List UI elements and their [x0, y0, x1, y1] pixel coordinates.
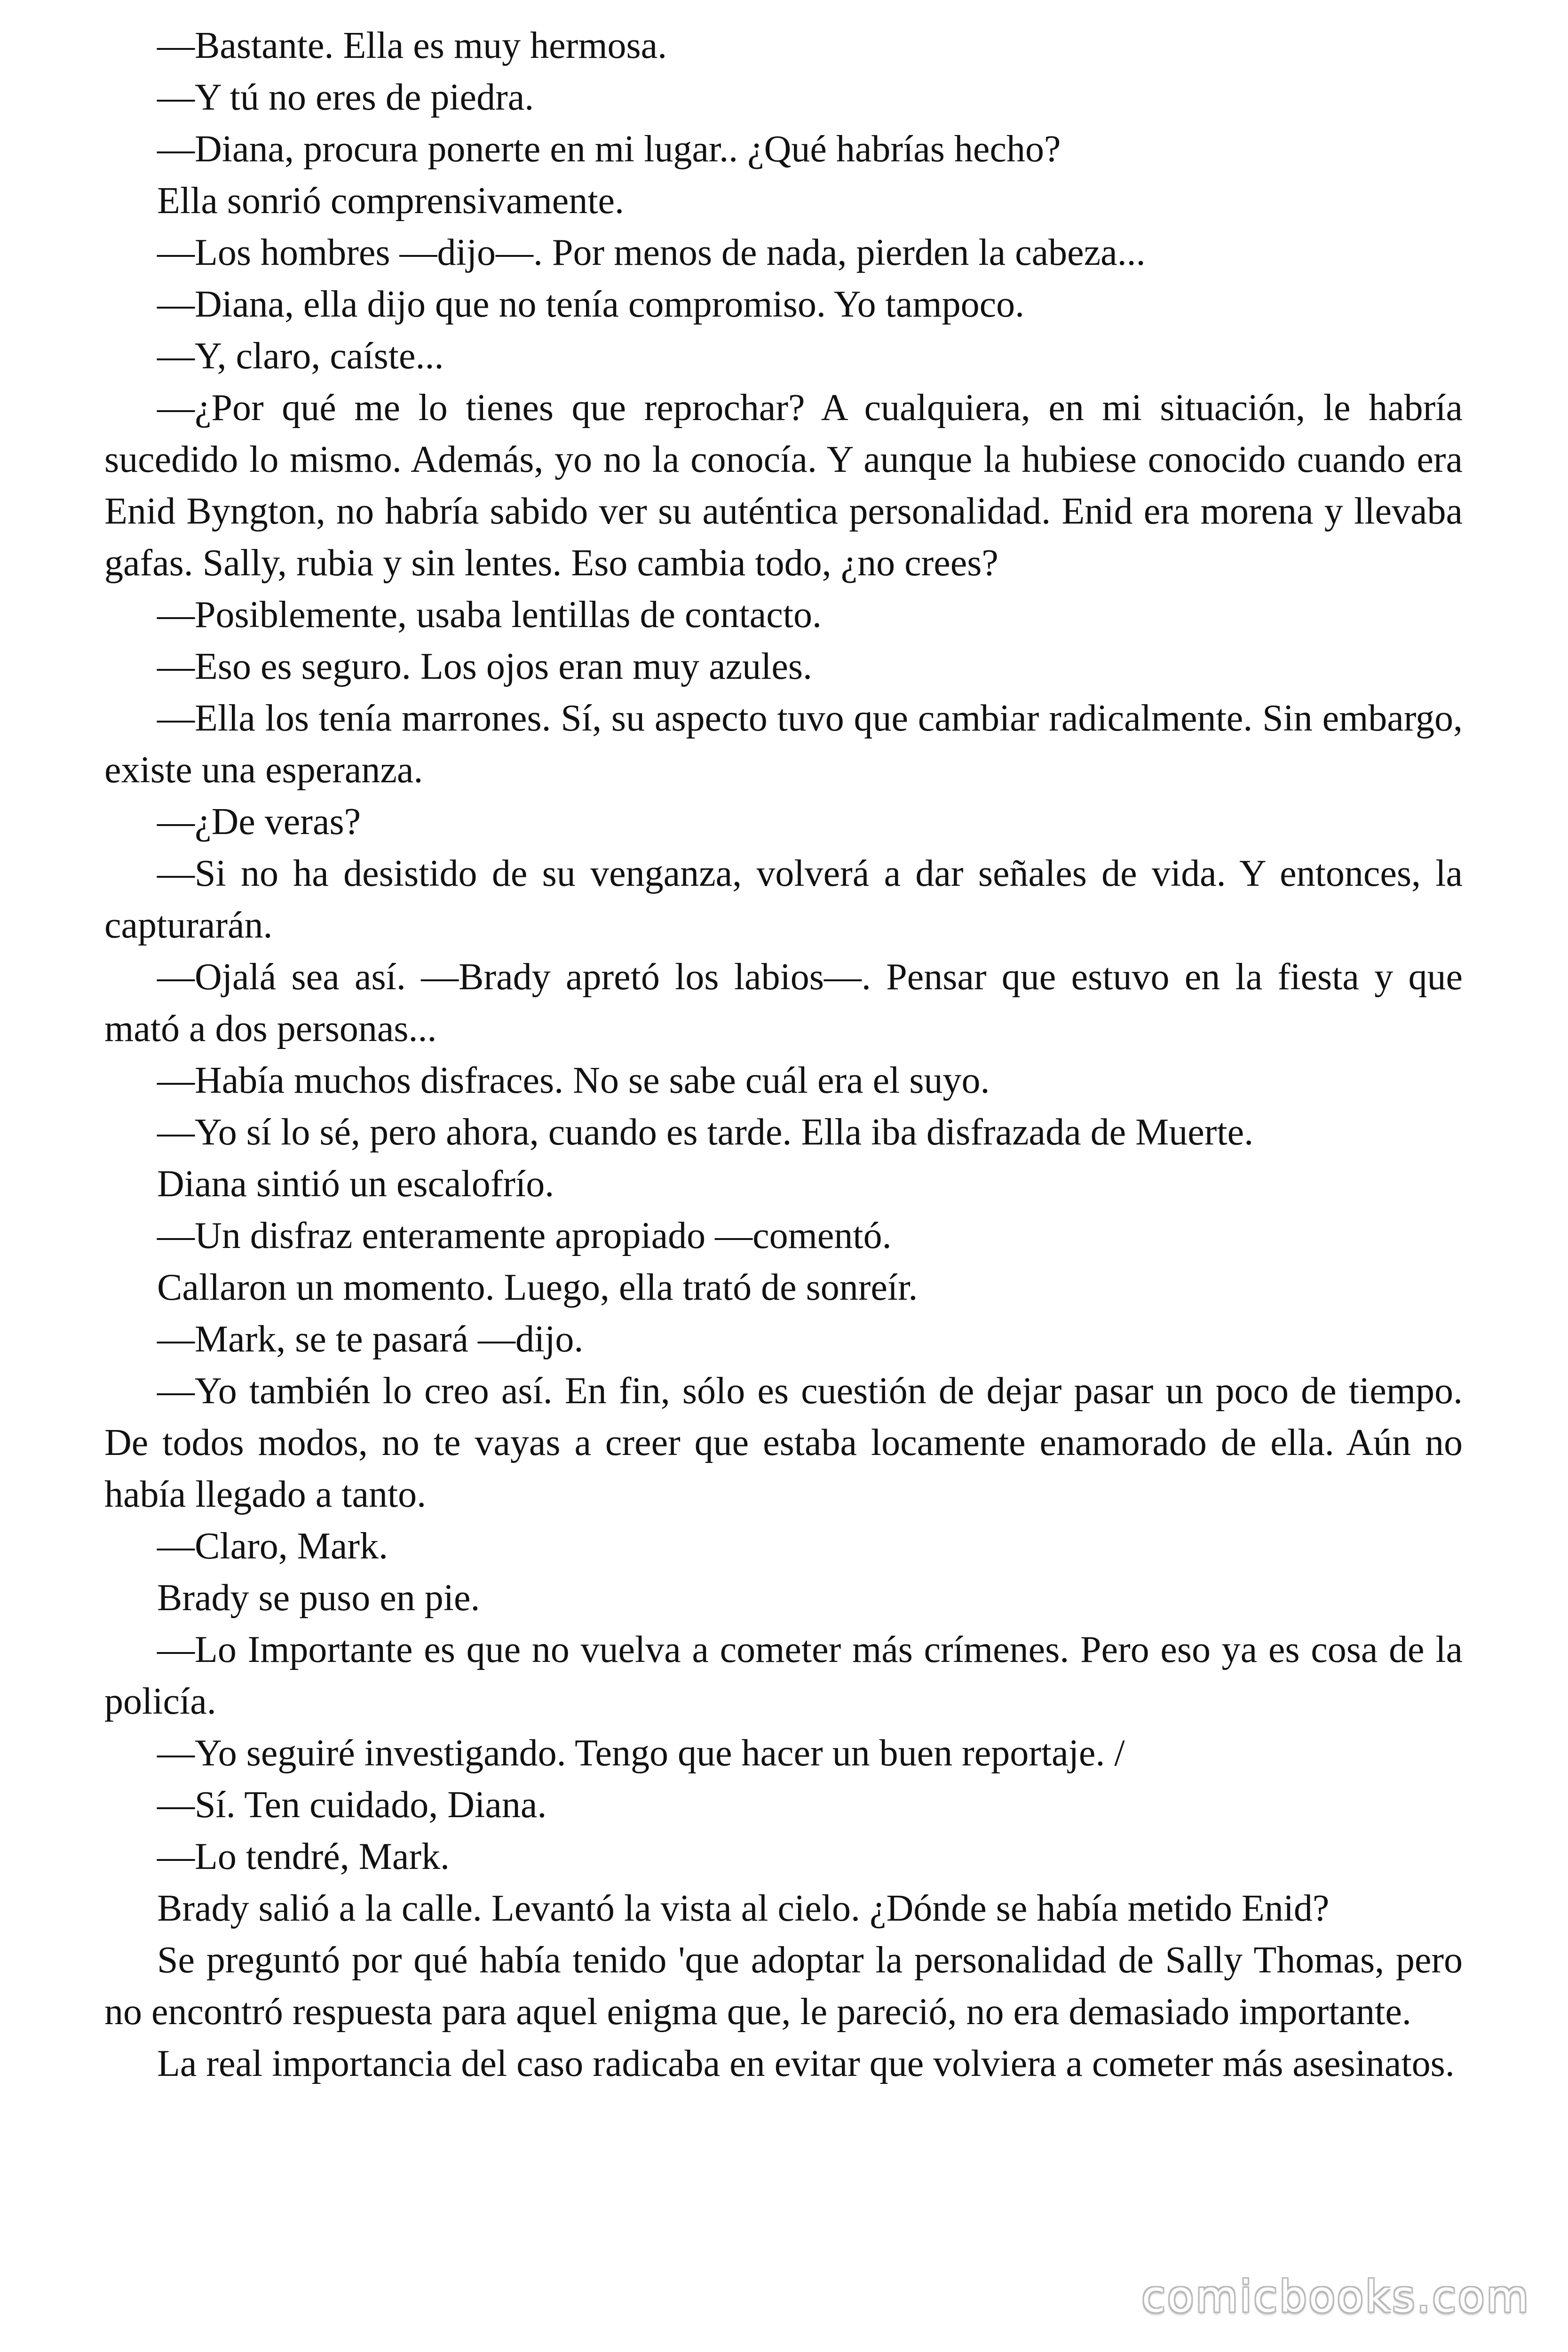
paragraph: —Mark, se te pasará —dijo.	[157, 1319, 584, 1360]
paragraph: —Y, claro, caíste...	[157, 335, 444, 377]
paragraph: —Si no ha desistido de su venganza, volverá a dar señales de vida. Y entonces, la capturarán.	[104, 853, 1463, 946]
paragraph: —¿Por qué me lo tienes que reprochar? A cualquiera, en mi situación, le habría sucedido lo mismo. Además, yo no la conocía. Y aunque la hubiese conocido cuando era Enid Byngton, no habría sabido ver su auténtica personalidad. Enid era morena y llevaba gafas. Sally, rubia y sin lentes. Eso cambia todo, ¿no crees?	[104, 387, 1463, 584]
paragraph: —Diana, procura ponerte en mi lugar.. ¿Qué habrías hecho?	[157, 128, 1061, 170]
paragraph: Diana sintió un escalofrío.	[157, 1163, 554, 1205]
paragraph: Ella sonrió comprensivamente.	[157, 180, 625, 222]
paragraph: —Lo Importante es que no vuelva a cometer más crímenes. Pero eso ya es cosa de la policía.	[104, 1629, 1463, 1722]
paragraph: Brady se puso en pie.	[157, 1577, 480, 1619]
watermark: comicbooks.com	[1141, 2272, 1530, 2322]
paragraph: —Eso es seguro. Los ojos eran muy azules.	[157, 646, 813, 687]
paragraph: —Yo sí lo sé, pero ahora, cuando es tarde. Ella iba disfrazada de Muerte.	[157, 1112, 1254, 1153]
paragraph: —Sí. Ten cuidado, Diana.	[157, 1784, 547, 1826]
paragraph: La real importancia del caso radicaba en evitar que volviera a cometer más asesinatos.	[157, 2043, 1455, 2084]
paragraph: Callaron un momento. Luego, ella trató de sonreír.	[157, 1267, 918, 1308]
paragraph: Se preguntó por qué había tenido 'que adoptar la personalidad de Sally Thomas, pero no encontró respuesta para aquel enigma que, le pareció, no era demasiado importante.	[104, 1939, 1463, 2033]
paragraph: —Bastante. Ella es muy hermosa.	[157, 25, 667, 66]
paragraph: —Lo tendré, Mark.	[157, 1836, 450, 1877]
paragraph: —Y tú no eres de piedra.	[157, 77, 534, 118]
paragraph: —Los hombres —dijo—. Por menos de nada, pierden la cabeza...	[157, 232, 1146, 273]
paragraph: —Diana, ella dijo que no tenía compromiso. Yo tampoco.	[157, 284, 1025, 325]
paragraph: —Posiblemente, usaba lentillas de contacto.	[157, 594, 822, 636]
paragraph: —Ella los tenía marrones. Sí, su aspecto tuvo que cambiar radicalmente. Sin embargo, existe una esperanza.	[104, 698, 1463, 791]
paragraph: Brady salió a la calle. Levantó la vista al cielo. ¿Dónde se había metido Enid?	[157, 1888, 1330, 1929]
paragraph: —Claro, Mark.	[157, 1526, 388, 1567]
paragraph: —Yo seguiré investigando. Tengo que hacer un buen reportaje. /	[157, 1732, 1125, 1774]
paragraph: —¿De veras?	[157, 801, 361, 842]
paragraph: —Ojalá sea así. —Brady apretó los labios—. Pensar que estuvo en la fiesta y que mató a dos personas...	[104, 956, 1463, 1049]
paragraph: —Un disfraz enteramente apropiado —comentó.	[157, 1215, 892, 1256]
body-text	[104, 20, 1463, 2090]
paragraph: —Yo también lo creo así. En fin, sólo es cuestión de dejar pasar un poco de tiempo. De todos modos, no te vayas a creer que estaba locamente enamorado de ella. Aún no había llegado a tanto.	[104, 1370, 1463, 1515]
paragraph: —Había muchos disfraces. No se sabe cuál era el suyo.	[157, 1060, 990, 1101]
